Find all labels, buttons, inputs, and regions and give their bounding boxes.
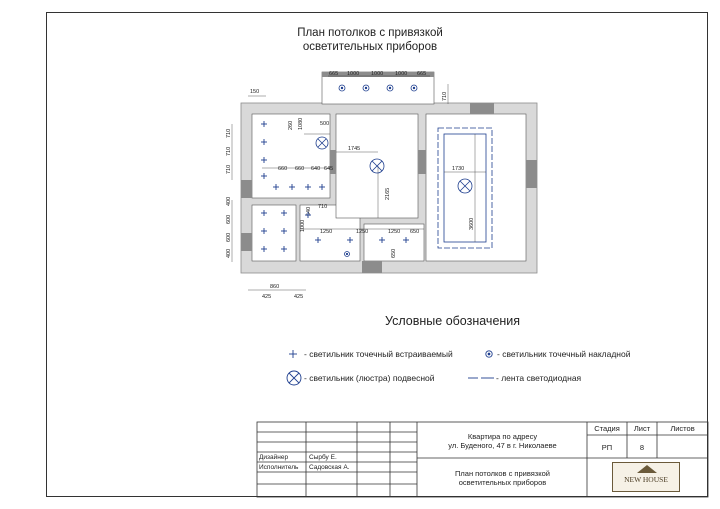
legend-chandelier-icon bbox=[287, 371, 301, 385]
dim-bottom-left-0: 425 bbox=[262, 294, 272, 300]
room-bath bbox=[252, 205, 296, 261]
dim-left-top: 150 bbox=[250, 89, 260, 95]
legend-recessed-label: - светильник точечный встраиваемый bbox=[304, 349, 453, 359]
dim-top-right: 710 bbox=[442, 91, 448, 101]
dim-lower-left-0: 400 bbox=[226, 196, 232, 206]
legend-title: Условные обозначения bbox=[385, 314, 521, 328]
dim-left-inner-0: 260 bbox=[288, 120, 294, 130]
dim-mid-room: 1745 bbox=[348, 146, 361, 152]
title-line-2: осветительных приборов bbox=[302, 41, 438, 53]
stamp-sheet-title bbox=[420, 469, 585, 487]
address-line-1: Квартира по адресу bbox=[467, 432, 538, 441]
rooms bbox=[252, 114, 526, 261]
dim-lower-left-3: 400 bbox=[226, 248, 232, 258]
legend-surface-icon bbox=[486, 351, 492, 357]
address-line-2: ул. Буденого, 47 в г. Николаеве bbox=[448, 441, 557, 450]
legend-led-label: - лента светодиодная bbox=[496, 373, 582, 383]
dim-right-room-h: 1730 bbox=[452, 166, 465, 172]
dim-left-col-2: 710 bbox=[226, 164, 232, 174]
name-designer: Сырбу Е. bbox=[309, 454, 337, 461]
dim-lower-left-1: 600 bbox=[226, 214, 232, 224]
logo-roof-icon bbox=[637, 465, 657, 473]
dim-lower-small-2: 1000 bbox=[300, 219, 306, 232]
stage-value: РП bbox=[601, 443, 613, 452]
dim-bottom-2: 1250 bbox=[388, 229, 401, 235]
dim-bottom-small: 650 bbox=[391, 248, 397, 258]
sheet-header: Лист bbox=[633, 424, 651, 433]
sheet-title-line-2: осветительных приборов bbox=[458, 478, 547, 487]
legend-recessed-icon bbox=[289, 350, 297, 358]
dim-lower-left-2: 600 bbox=[226, 232, 232, 242]
title-line-1: План потолков с привязкой bbox=[297, 27, 443, 39]
name-executor: Садовская А. bbox=[309, 464, 350, 471]
sheet-value: 8 bbox=[639, 443, 645, 452]
dim-bottom-0: 1250 bbox=[320, 229, 333, 235]
dim-top-2: 1000 bbox=[371, 71, 384, 77]
dim-top-0: 665 bbox=[329, 71, 339, 77]
dim-row-3: 645 bbox=[324, 166, 334, 172]
dim-top-1: 1000 bbox=[347, 71, 360, 77]
dim-left-col-1: 710 bbox=[226, 146, 232, 156]
dim-left-col-0: 710 bbox=[226, 128, 232, 138]
logo-text: NEW HOUSE bbox=[624, 475, 668, 484]
dim-top-3: 1000 bbox=[395, 71, 408, 77]
dim-left-inner-1: 1080 bbox=[298, 117, 304, 130]
dim-top-4: 665 bbox=[417, 71, 427, 77]
dim-bottom-3: 650 bbox=[410, 229, 420, 235]
dim-chandelier-small: 500 bbox=[320, 121, 330, 127]
legend-surface-label: - светильник точечный накладной bbox=[497, 349, 631, 359]
legend-chandelier-label: - светильник (люстра) подвесной bbox=[304, 373, 435, 383]
dim-bottom-left-1: 860 bbox=[270, 284, 280, 290]
dim-bottom-1: 1250 bbox=[356, 229, 369, 235]
dim-right-room-v: 3600 bbox=[469, 217, 475, 230]
sheet-title-line-1: План потолков с привязкой bbox=[455, 469, 550, 478]
role-designer: Дизайнер bbox=[259, 454, 289, 461]
role-executor: Исполнитель bbox=[259, 464, 299, 471]
dim-mid-vertical: 2165 bbox=[385, 187, 391, 200]
dim-lower-small-1: 540 bbox=[306, 206, 312, 216]
stage-header: Стадия bbox=[594, 424, 620, 433]
dim-row-0: 660 bbox=[278, 166, 288, 172]
room-bedroom bbox=[426, 114, 526, 261]
dim-row-1: 660 bbox=[295, 166, 305, 172]
stamp-address bbox=[420, 432, 585, 450]
sheets-header: Листов bbox=[670, 424, 695, 433]
company-logo bbox=[612, 462, 680, 492]
dim-lower-small-0: 710 bbox=[318, 204, 328, 210]
dim-bottom-left-2: 425 bbox=[294, 294, 304, 300]
dim-row-2: 640 bbox=[311, 166, 321, 172]
